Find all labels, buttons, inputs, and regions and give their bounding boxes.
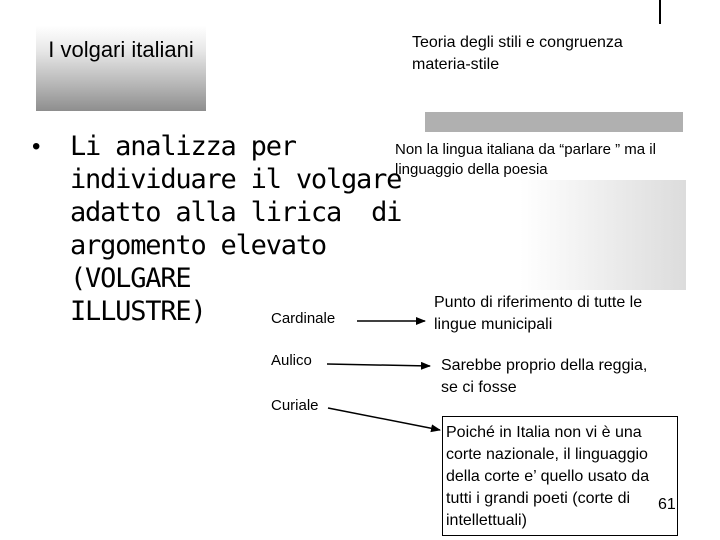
slide-title: I volgari italiani (48, 37, 194, 62)
quote-text: Non la lingua italiana da “parlare ” ma il linguaggio della poesia (395, 141, 656, 178)
term-cardinale: Cardinale (271, 310, 336, 327)
explanation-aulico: Sarebbe proprio della reggia, se ci fosse (441, 357, 648, 396)
bullet-line: ILLUSTRE) (70, 296, 206, 327)
bullet-line: (VOLGARE (70, 263, 191, 294)
bullet-line: adatto alla lirica di (70, 197, 402, 228)
term-aulico: Aulico (271, 352, 312, 369)
bullet-line: argomento elevato (70, 230, 326, 261)
bullet-line: individuare il volgare (70, 164, 402, 195)
explanation-cardinale: Punto di riferimento di tutte le lingue municipali (434, 294, 643, 333)
term-curiale: Curiale (271, 397, 319, 414)
arrow-curiale (328, 408, 440, 430)
explanation-curiale: Poiché in Italia non vi è una corte nazionale, il linguaggio della corte e’ quello usato da tutti i grandi poeti (corte di intellettuali) (446, 424, 650, 529)
arrow-aulico (327, 364, 430, 366)
bullet-icon: • (32, 133, 41, 160)
page-number: 61 (658, 496, 676, 513)
bullet-line: Li analizza per (70, 131, 296, 162)
slide-header: Teoria degli stili e congruenza materia-stile (412, 34, 623, 73)
